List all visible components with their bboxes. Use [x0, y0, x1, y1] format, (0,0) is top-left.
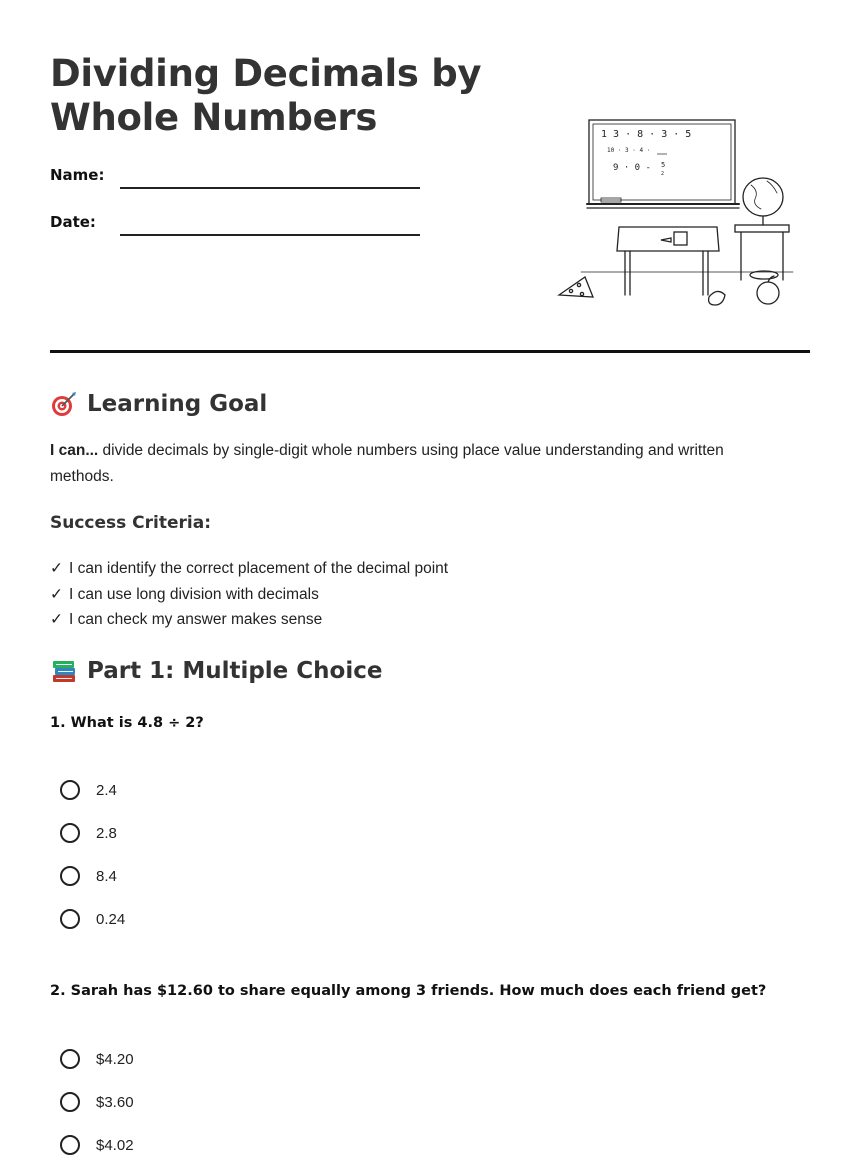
criteria-item	[50, 556, 448, 582]
name-label: Name:	[50, 166, 105, 184]
radio-button[interactable]	[60, 1049, 80, 1069]
criteria-item	[50, 607, 448, 633]
learning-goal-lead: I can...	[50, 442, 99, 459]
option-label: 0.24	[96, 910, 126, 928]
radio-button[interactable]	[60, 780, 80, 800]
q1-option-d[interactable]	[60, 909, 125, 929]
check-icon: ✓	[50, 611, 63, 628]
q1-option-a[interactable]	[60, 780, 117, 800]
name-field[interactable]	[120, 164, 424, 188]
learning-goal-heading	[50, 390, 267, 418]
option-label: $3.60	[96, 1093, 134, 1111]
part1-title: Part 1: Multiple Choice	[87, 658, 383, 684]
criteria-item	[50, 582, 448, 608]
criteria-text: I can check my answer makes sense	[69, 611, 323, 628]
classroom-illustration	[553, 115, 798, 315]
name-underline	[120, 187, 420, 189]
header-divider	[50, 350, 810, 353]
question-2-text: 2. Sarah has $12.60 to share equally among 3 friends. How much does each friend get?	[50, 983, 767, 999]
date-label: Date:	[50, 213, 96, 231]
radio-button[interactable]	[60, 909, 80, 929]
target-icon	[50, 390, 78, 418]
radio-button[interactable]	[60, 866, 80, 886]
board-text-row1: 1 3 · 8 · 3 · 5	[601, 129, 692, 140]
option-label: $4.02	[96, 1136, 134, 1154]
option-label: 2.4	[96, 781, 117, 799]
q2-option-a[interactable]	[60, 1049, 134, 1069]
q2-option-c[interactable]	[60, 1135, 134, 1155]
success-criteria-heading: Success Criteria:	[50, 513, 212, 533]
q1-option-c[interactable]	[60, 866, 117, 886]
check-icon: ✓	[50, 585, 63, 603]
option-label: 8.4	[96, 867, 117, 885]
books-icon	[50, 657, 78, 685]
board-text-row2: 10 · 3 · 4 ·	[607, 147, 651, 154]
learning-goal-text: divide decimals by single-digit whole numbers using place value understanding and written methods.	[50, 442, 724, 485]
option-label: $4.20	[96, 1050, 134, 1068]
criteria-text: I can use long division with decimals	[69, 585, 319, 603]
success-criteria-list	[50, 556, 448, 633]
q1-option-b[interactable]	[60, 823, 117, 843]
check-icon: ✓	[50, 560, 63, 577]
learning-goal-statement	[50, 438, 790, 490]
part1-heading	[50, 657, 382, 685]
date-underline	[120, 234, 420, 236]
board-fraction-top: 5	[661, 161, 666, 169]
radio-button[interactable]	[60, 823, 80, 843]
criteria-text: I can identify the correct placement of the decimal point	[69, 560, 449, 577]
date-field[interactable]	[120, 211, 424, 235]
option-label: 2.8	[96, 824, 117, 842]
q2-option-b[interactable]	[60, 1092, 134, 1112]
radio-button[interactable]	[60, 1135, 80, 1155]
page-title: Dividing Decimals by Whole Numbers	[50, 52, 482, 139]
learning-goal-title: Learning Goal	[87, 391, 268, 417]
board-fraction-bottom: 2	[661, 171, 665, 177]
radio-button[interactable]	[60, 1092, 80, 1112]
question-1-text: 1. What is 4.8 ÷ 2?	[50, 715, 204, 731]
board-text-row3: 9 · 0 -	[613, 163, 651, 173]
